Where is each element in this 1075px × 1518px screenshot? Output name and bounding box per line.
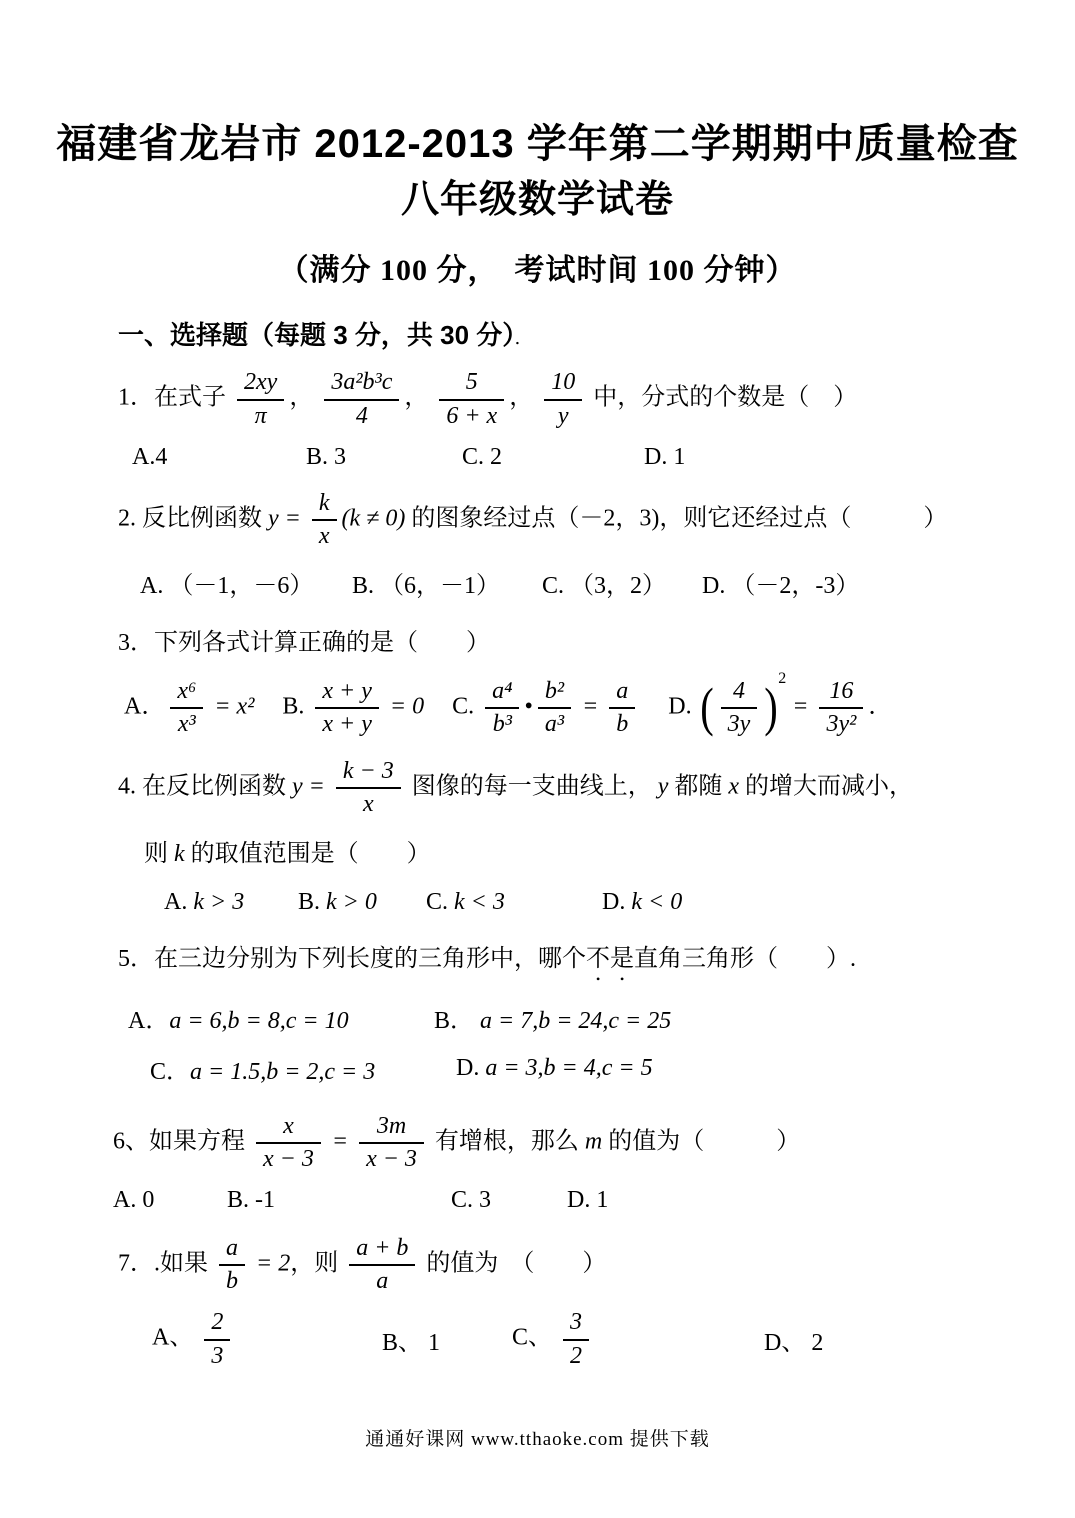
text-run: C.: [426, 888, 455, 915]
text-run: 有增根，那么: [428, 1128, 585, 1155]
text-run: 中，分式的个数是（ ）: [587, 385, 858, 411]
fraction-denominator: 3y²: [826, 711, 857, 738]
options-row: [128, 1000, 1025, 1035]
text-run: A.: [164, 888, 194, 915]
math-text: a = 1.5,b = 2,c = 3: [190, 1058, 376, 1085]
math-text: y =: [268, 505, 307, 532]
text-run: 3．下列各式计算正确的是（ ）: [118, 629, 490, 656]
text-run: B.: [282, 693, 311, 720]
text-run: 的取值范围是（ ）: [184, 840, 431, 867]
fraction: [609, 677, 635, 739]
exponent: 2: [778, 670, 787, 688]
math-text: =: [786, 693, 815, 720]
fraction: [312, 489, 337, 551]
fraction: [170, 677, 203, 739]
fraction: [544, 368, 582, 430]
math-text: k > 0: [326, 888, 377, 915]
options-row: [152, 1306, 1025, 1372]
text-run: C. 3: [451, 1186, 492, 1213]
fraction: [204, 1308, 230, 1370]
fraction-denominator: 3y: [727, 711, 751, 738]
text-run: B.: [298, 888, 327, 915]
option-D: [764, 1322, 823, 1357]
big-parenthesis: (: [699, 677, 714, 738]
text-run: 5．在三边分别为下列长度的三角形中，哪个: [118, 945, 586, 972]
fraction-denominator: x: [362, 791, 374, 818]
fraction: [237, 368, 284, 430]
fraction-denominator: b: [616, 711, 629, 738]
option-A: [132, 444, 306, 471]
text-run: 的图象经过点（－2，3)，则它还经过点（ ）: [405, 505, 948, 532]
question-2: [118, 487, 1025, 600]
text-run: 直角三角形（ ）.: [634, 945, 856, 972]
option-C: [512, 1306, 764, 1372]
fraction-denominator: x: [318, 523, 330, 550]
fraction: [563, 1308, 589, 1370]
fraction: [485, 677, 519, 739]
options-row: [132, 443, 1025, 471]
math-text: =: [576, 693, 605, 720]
text-run: 的值为（ ）: [602, 1128, 801, 1155]
math-text: =: [325, 1128, 355, 1155]
text-run: •: [524, 693, 533, 720]
option-B: [282, 675, 424, 741]
fraction: [349, 1234, 415, 1296]
question-3: [118, 626, 1025, 741]
option-D: [668, 670, 893, 741]
text-run: A. 0: [113, 1186, 155, 1213]
fraction-numerator: 3m: [359, 1112, 424, 1145]
text-run: A．: [124, 693, 166, 720]
text-run: 7．.如果: [118, 1250, 214, 1277]
fraction-denominator: x + y: [322, 711, 372, 738]
math-text: = 2: [250, 1250, 291, 1277]
option-D: [567, 1187, 608, 1214]
fraction: [721, 677, 758, 739]
option-D: [456, 1055, 653, 1082]
option-B: [352, 565, 542, 600]
question-line: [118, 626, 1025, 661]
option-C: [426, 889, 602, 916]
exam-title-line-2: 八年级数学试卷: [400, 179, 674, 221]
fraction: [324, 368, 399, 430]
text-run: D. 1: [567, 1186, 609, 1213]
text-run: 图像的每一支曲线上，: [405, 773, 658, 800]
options-row: [124, 670, 1025, 741]
math-text: = 0: [383, 693, 425, 720]
text-run: C、: [512, 1324, 559, 1351]
emphasized-text: 不是: [586, 945, 634, 972]
fraction: [219, 1234, 245, 1296]
text-run: 都随: [668, 773, 729, 800]
text-run: ，则: [290, 1250, 345, 1277]
text-run: C. 2: [462, 443, 503, 470]
fraction-numerator: a + b: [349, 1234, 415, 1267]
text-run: D.: [668, 693, 698, 720]
option-A: [113, 1187, 227, 1214]
exam-header: [0, 0, 1075, 289]
fraction-denominator: a: [376, 1268, 389, 1295]
fraction-denominator: 4: [355, 402, 368, 429]
fraction-numerator: 16: [819, 677, 863, 710]
fraction: [315, 677, 379, 739]
text-run: A．: [128, 1007, 170, 1034]
exam-title-line-1: 福建省龙岩市 2012-2013 学年第二学期期中质量检查: [56, 122, 1019, 166]
page-footer: 通通好课网 www.tthaoke.com 提供下载: [365, 1429, 710, 1450]
question-line: [144, 837, 1025, 872]
text-run: B、 1: [382, 1329, 441, 1356]
question-line: [118, 366, 1025, 432]
text-run: C. （3，2）: [542, 572, 667, 599]
math-text: k < 3: [454, 888, 505, 915]
fraction: [538, 677, 571, 739]
questions-area: [113, 366, 1025, 1372]
text-run: B. -1: [227, 1186, 275, 1213]
option-C: [452, 675, 640, 741]
option-A: [140, 565, 352, 600]
fraction-denominator: b: [226, 1268, 238, 1295]
options-row: [150, 1051, 1025, 1086]
option-B: [306, 444, 462, 471]
text-run: 1．在式子: [118, 385, 232, 411]
question-line: [113, 1110, 1025, 1176]
option-C: [451, 1187, 567, 1214]
text-run: C．: [150, 1058, 191, 1085]
math-text: = x²: [208, 693, 255, 720]
option-D: [702, 565, 859, 600]
fraction: [336, 757, 401, 819]
fraction: [819, 677, 863, 739]
math-text: m: [584, 1128, 603, 1155]
exam-subtitle: （满分 100 分， 考试时间 100 分钟）: [278, 254, 797, 288]
math-text: k > 3: [193, 888, 245, 915]
fraction-numerator: 2: [204, 1308, 230, 1341]
question-line: [118, 1232, 1025, 1298]
options-row: [113, 1186, 1025, 1214]
text-run: A.4: [132, 443, 168, 470]
fraction-numerator: 5: [439, 368, 504, 401]
question-line: [118, 487, 1025, 553]
fraction-denominator: y: [557, 402, 569, 429]
math-text: x: [728, 773, 740, 800]
fraction-numerator: a: [219, 1234, 245, 1267]
fraction-numerator: b²: [538, 677, 571, 710]
fraction: [439, 368, 504, 430]
fraction-denominator: x − 3: [263, 1146, 314, 1173]
text-run: 4. 在反比例函数: [118, 773, 292, 800]
section-heading: [118, 315, 1075, 352]
text-run: D、 2: [764, 1329, 824, 1356]
text-run: D.: [456, 1054, 486, 1081]
fraction-numerator: a⁴: [485, 677, 519, 710]
fraction-denominator: π: [254, 402, 267, 429]
fraction-denominator: 6 + x: [446, 402, 498, 429]
text-run: 6、如果方程: [113, 1128, 251, 1155]
option-C: [150, 1051, 456, 1086]
question-4: [118, 755, 1025, 916]
math-text: k: [174, 840, 185, 867]
text-run: 的值为 （ ）: [420, 1250, 607, 1277]
text-run: D. 1: [644, 443, 686, 470]
fraction-numerator: 3: [563, 1308, 589, 1341]
fraction-denominator: a³: [544, 711, 565, 738]
text-run: B. （6，－1）: [352, 572, 501, 599]
text-run: B．: [434, 1007, 481, 1034]
question-6: [113, 1110, 1025, 1214]
text-run: A、: [152, 1324, 200, 1351]
option-A: [124, 675, 254, 741]
options-row: [140, 565, 1025, 600]
fraction: [359, 1112, 424, 1174]
text-run: A. （－1，－6）: [140, 572, 314, 599]
option-B: [298, 889, 426, 916]
math-text: (k ≠ 0): [341, 505, 406, 532]
fraction: [256, 1112, 321, 1174]
fraction-numerator: k − 3: [336, 757, 401, 790]
math-text: y =: [292, 773, 331, 800]
option-D: [644, 444, 685, 471]
option-A: [152, 1306, 382, 1372]
math-text: a = 7,b = 24,c = 25: [480, 1007, 672, 1034]
fraction-numerator: 3a²b³c: [324, 368, 399, 401]
option-B: [382, 1322, 512, 1357]
text-run: C.: [452, 693, 481, 720]
option-C: [542, 565, 702, 600]
math-text: a = 3,b = 4,c = 5: [485, 1054, 653, 1081]
fraction-numerator: a: [609, 677, 635, 710]
text-run: D. （－2，-3）: [702, 572, 860, 599]
option-A: [128, 1000, 434, 1035]
question-7: [118, 1232, 1025, 1372]
fraction-numerator: x⁶: [170, 677, 203, 710]
fraction-numerator: 10: [544, 368, 582, 401]
fraction-denominator: b³: [492, 711, 512, 738]
math-text: k < 0: [631, 888, 683, 915]
big-parenthesis: ): [764, 677, 779, 738]
fraction-denominator: 2: [570, 1342, 583, 1369]
text-run: ，: [289, 385, 320, 411]
fraction-denominator: 3: [211, 1342, 224, 1369]
fraction-numerator: 4: [721, 677, 758, 710]
question-5: [118, 942, 1025, 1086]
option-B: [434, 1000, 671, 1035]
text-run: 2. 反比例函数: [118, 505, 268, 532]
fraction-denominator: x − 3: [366, 1146, 417, 1173]
text-run: ，: [509, 385, 540, 411]
fraction-numerator: x: [256, 1112, 321, 1145]
text-run: ．: [868, 693, 893, 720]
fraction-numerator: 2xy: [237, 368, 284, 401]
question-line: [118, 755, 1025, 821]
section-heading-text: 一、选择题（每题 3 分，共 30 分）: [118, 320, 516, 351]
text-run: ，: [404, 385, 435, 411]
text-run: B. 3: [306, 443, 347, 470]
options-row: [164, 888, 1025, 916]
math-text: y: [657, 773, 669, 800]
option-A: [164, 889, 298, 916]
text-run: 则: [144, 840, 174, 867]
math-text: a = 6,b = 8,c = 10: [169, 1007, 349, 1034]
question-line: [118, 942, 1025, 986]
text-run: 的增大而减小，: [739, 773, 914, 800]
fraction-numerator: k: [312, 489, 337, 522]
option-C: [462, 444, 644, 471]
fraction-numerator: x + y: [315, 677, 379, 710]
option-B: [227, 1187, 451, 1214]
question-1: [118, 366, 1025, 470]
text-run: D.: [602, 888, 632, 915]
fraction-denominator: x³: [177, 711, 196, 738]
section-trailing-mark: ．: [515, 331, 530, 348]
option-D: [602, 889, 682, 916]
